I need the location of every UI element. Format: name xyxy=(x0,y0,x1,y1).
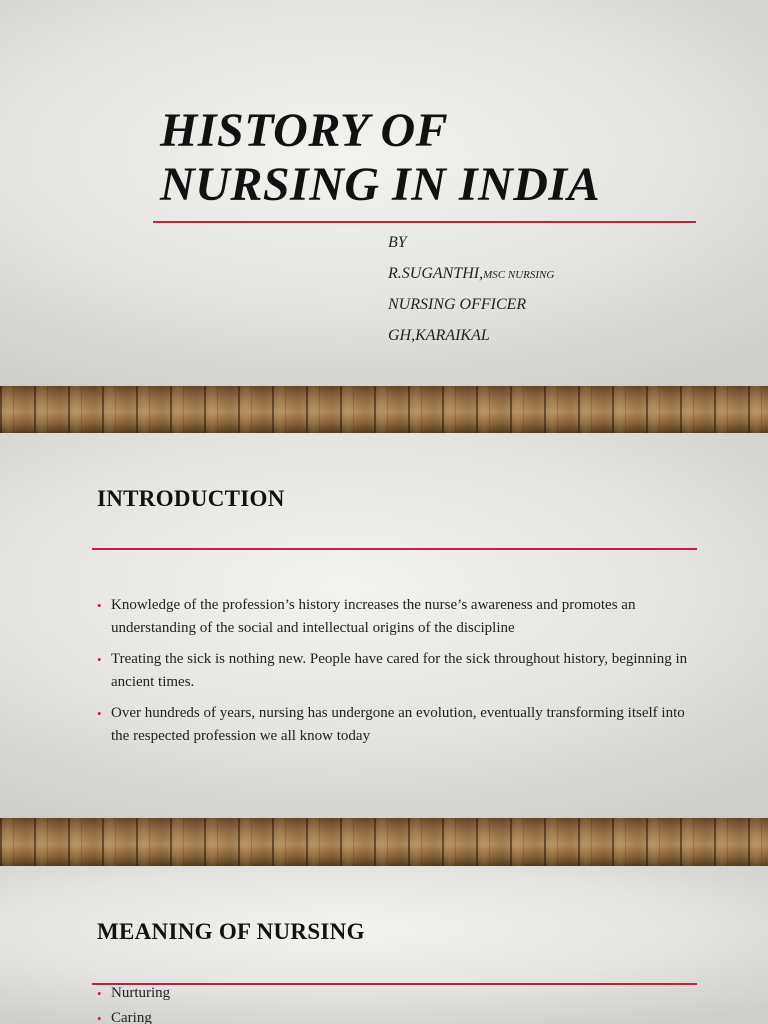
introduction-divider xyxy=(92,548,697,550)
author-name-text: R.SUGANTHI, xyxy=(388,265,484,282)
meaning-heading: MEANING OF NURSING xyxy=(97,919,365,944)
wood-floor-divider xyxy=(0,818,768,866)
meaning-slide xyxy=(0,866,768,1024)
author-location: GH,KARAIKAL xyxy=(388,327,490,344)
by-label: BY xyxy=(388,234,407,251)
presentation-title xyxy=(160,104,600,212)
list-item: • Nurturing xyxy=(97,982,697,1005)
title-line-1: HISTORY OF xyxy=(160,104,449,157)
title-line-2: NURSING IN INDIA xyxy=(160,158,601,211)
list-item: • Treating the sick is nothing new. People have cared for the sick throughout history, beginning in ancient times. xyxy=(97,648,697,694)
author-degree: MSC NURSING xyxy=(483,269,555,281)
title-divider xyxy=(153,221,696,223)
introduction-slide xyxy=(0,433,768,818)
list-item: • Caring xyxy=(97,1007,697,1024)
author-designation: NURSING OFFICER xyxy=(388,296,527,313)
meaning-bullet-list xyxy=(97,982,697,1024)
author-name xyxy=(388,263,554,294)
list-item: • Over hundreds of years, nursing has undergone an evolution, eventually transforming itself into the respected profession we all know today xyxy=(97,702,697,748)
list-item: • Knowledge of the profession’s history increases the nurse’s awareness and promotes an understanding of the social and intellectual origins of the discipline xyxy=(97,594,697,640)
wood-floor-divider xyxy=(0,386,768,433)
introduction-heading: INTRODUCTION xyxy=(97,486,285,511)
title-slide xyxy=(0,0,768,386)
author-block xyxy=(388,232,554,356)
introduction-bullet-list xyxy=(97,594,697,756)
